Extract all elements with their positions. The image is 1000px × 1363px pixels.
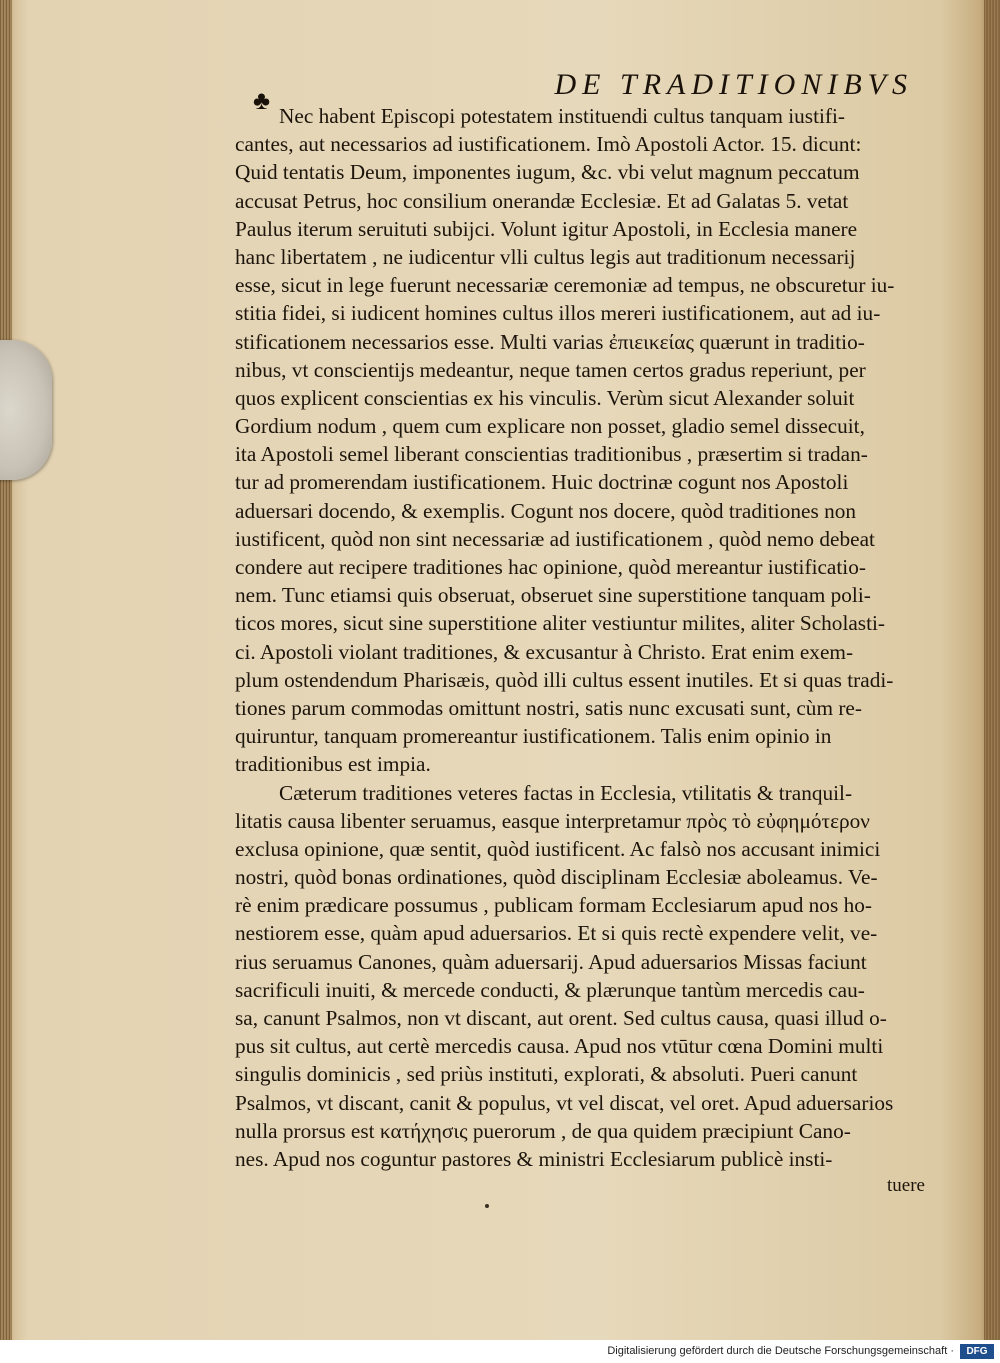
body-text <box>235 102 935 1173</box>
text-line: nestiorem esse, quàm apud aduersarios. Et si quis rectè expendere velit, ve- <box>235 921 878 946</box>
page-edge-left <box>0 0 12 1340</box>
text-line: ci. Apostoli violant traditiones, & excusantur à Christo. Erat enim exem- <box>235 639 854 664</box>
paragraph-1 <box>235 102 935 779</box>
text-line: pus sit cultus, aut certè mercedis causa. Apud nos vtūtur cœna Domini multi <box>235 1034 884 1059</box>
page-edge-right <box>984 0 1000 1340</box>
text-line: quiruntur, tanquam promereantur iustificationem. Talis enim opinio in <box>235 724 832 749</box>
text-line: litatis causa libenter seruamus, easque interpretamur πρὸς τὸ εὐφημότερον <box>235 808 870 833</box>
printed-page <box>235 68 935 1197</box>
text-line: ticos mores, sicut sine superstitione aliter vestiuntur milites, aliter Scholasti- <box>235 611 886 636</box>
text-line: nostri, quòd bonas ordinationes, quòd disciplinam Ecclesiæ aboleamus. Ve- <box>235 865 878 890</box>
bookmark-tab <box>0 340 52 480</box>
text-line: Nec habent Episcopi potestatem instituendi cultus tanquam iustifi- <box>279 104 846 128</box>
dfg-logo: DFG <box>960 1344 994 1359</box>
text-line: ita Apostoli semel liberant conscientias traditionibus , præsertim si tradan- <box>235 442 868 467</box>
text-line: stificationem necessarios esse. Multi varias ἐπιεικείας quærunt in traditio- <box>235 329 865 354</box>
text-line: rius seruamus Canones, quàm aduersarij. Apud aduersarios Missas faciunt <box>235 949 867 974</box>
text-line: Paulus iterum seruituti subijci. Volunt igitur Apostoli, in Ecclesia manere <box>235 216 858 241</box>
text-line: nes. Apud nos coguntur pastores & ministri Ecclesiarum publicè insti- <box>235 1146 833 1171</box>
text-line: traditionibus est impia. <box>235 752 431 777</box>
text-line: Psalmos, vt discant, canit & populus, vt vel discat, vel oret. Apud aduersarios <box>235 1090 894 1115</box>
text-line: sacrificuli inuiti, & mercede conducti, & plærunque tantùm mercedis cau- <box>235 977 865 1002</box>
text-line: plum ostendendum Pharisæis, quòd illi cultus essent inutiles. Et si quas tradi- <box>235 667 894 692</box>
paragraph-2 <box>235 779 935 1174</box>
ornament-mark: ♣ <box>253 86 271 115</box>
text-line: exclusa opinione, quæ sentit, quòd iustificent. Ac falsò nos accusant inimici <box>235 836 881 861</box>
text-line: tiones parum commodas omittunt nostri, satis nunc excusati sunt, cùm re- <box>235 695 862 720</box>
paper-speck <box>485 1204 489 1208</box>
text-line: singulis dominicis , sed priùs instituti, explorati, & absoluti. Pueri canunt <box>235 1062 858 1087</box>
running-title: DE TRADITIONIBVS <box>554 68 913 101</box>
text-line: rè enim prædicare possumus , publicam formam Ecclesiarum apud nos ho- <box>235 893 872 918</box>
text-line: Gordium nodum , quem cum explicare non posset, gladio semel dissecuit, <box>235 414 865 439</box>
text-line: stitia fidei, si iudicent homines cultus illos mereri iustificationem, aut ad iu- <box>235 301 881 326</box>
text-line: sa, canunt Psalmos, non vt discant, aut orent. Sed cultus causa, quasi illud o- <box>235 1006 887 1030</box>
text-line: quos explicent conscientias ex his vinculis. Verùm sicut Alexander soluit <box>235 385 855 410</box>
text-line: cantes, aut necessarios ad iustificationem. Imò Apostoli Actor. 15. dicunt: <box>235 132 862 157</box>
text-line: hanc libertatem , ne iudicentur vlli cultus legis aut traditionum necessarij <box>235 244 856 269</box>
text-line: nem. Tunc etiamsi quis obseruat, obseruet sine superstitione tanquam poli- <box>235 583 871 608</box>
text-line: nibus, vt conscientijs medeantur, neque tamen certos gradus reperiunt, per <box>235 357 866 382</box>
catchword: tuere <box>887 1175 925 1197</box>
digitization-credit: Digitalisierung gefördert durch die Deutsche Forschungsgemeinschaft · <box>0 1340 1000 1363</box>
text-line: condere aut recipere traditiones hac opinione, quòd mereantur iustificatio- <box>235 555 866 579</box>
text-line: aduersari docendo, & exemplis. Cogunt nos docere, quòd traditiones non <box>235 498 857 523</box>
text-line: esse, sicut in lege fuerunt necessariæ ceremoniæ ad tempus, ne obscuretur iu- <box>235 273 895 298</box>
text-line: iustificent, quòd non sint necessariæ ad iustificationem , quòd nemo debeat <box>235 526 875 551</box>
text-line: nulla prorsus est κατήχησις puerorum , de qua quidem præcipiunt Cano- <box>235 1118 851 1143</box>
text-line: Cæterum traditiones veteres factas in Ecclesia, vtilitatis & tranquil- <box>279 780 853 805</box>
text-line: Quid tentatis Deum, imponentes iugum, &c. vbi velut magnum peccatum <box>235 160 860 185</box>
text-line: tur ad promerendam iustificationem. Huic doctrinæ cogunt nos Apostoli <box>235 470 849 495</box>
text-line: accusat Petrus, hoc consilium onerandæ Ecclesiæ. Et ad Galatas 5. vetat <box>235 188 849 213</box>
